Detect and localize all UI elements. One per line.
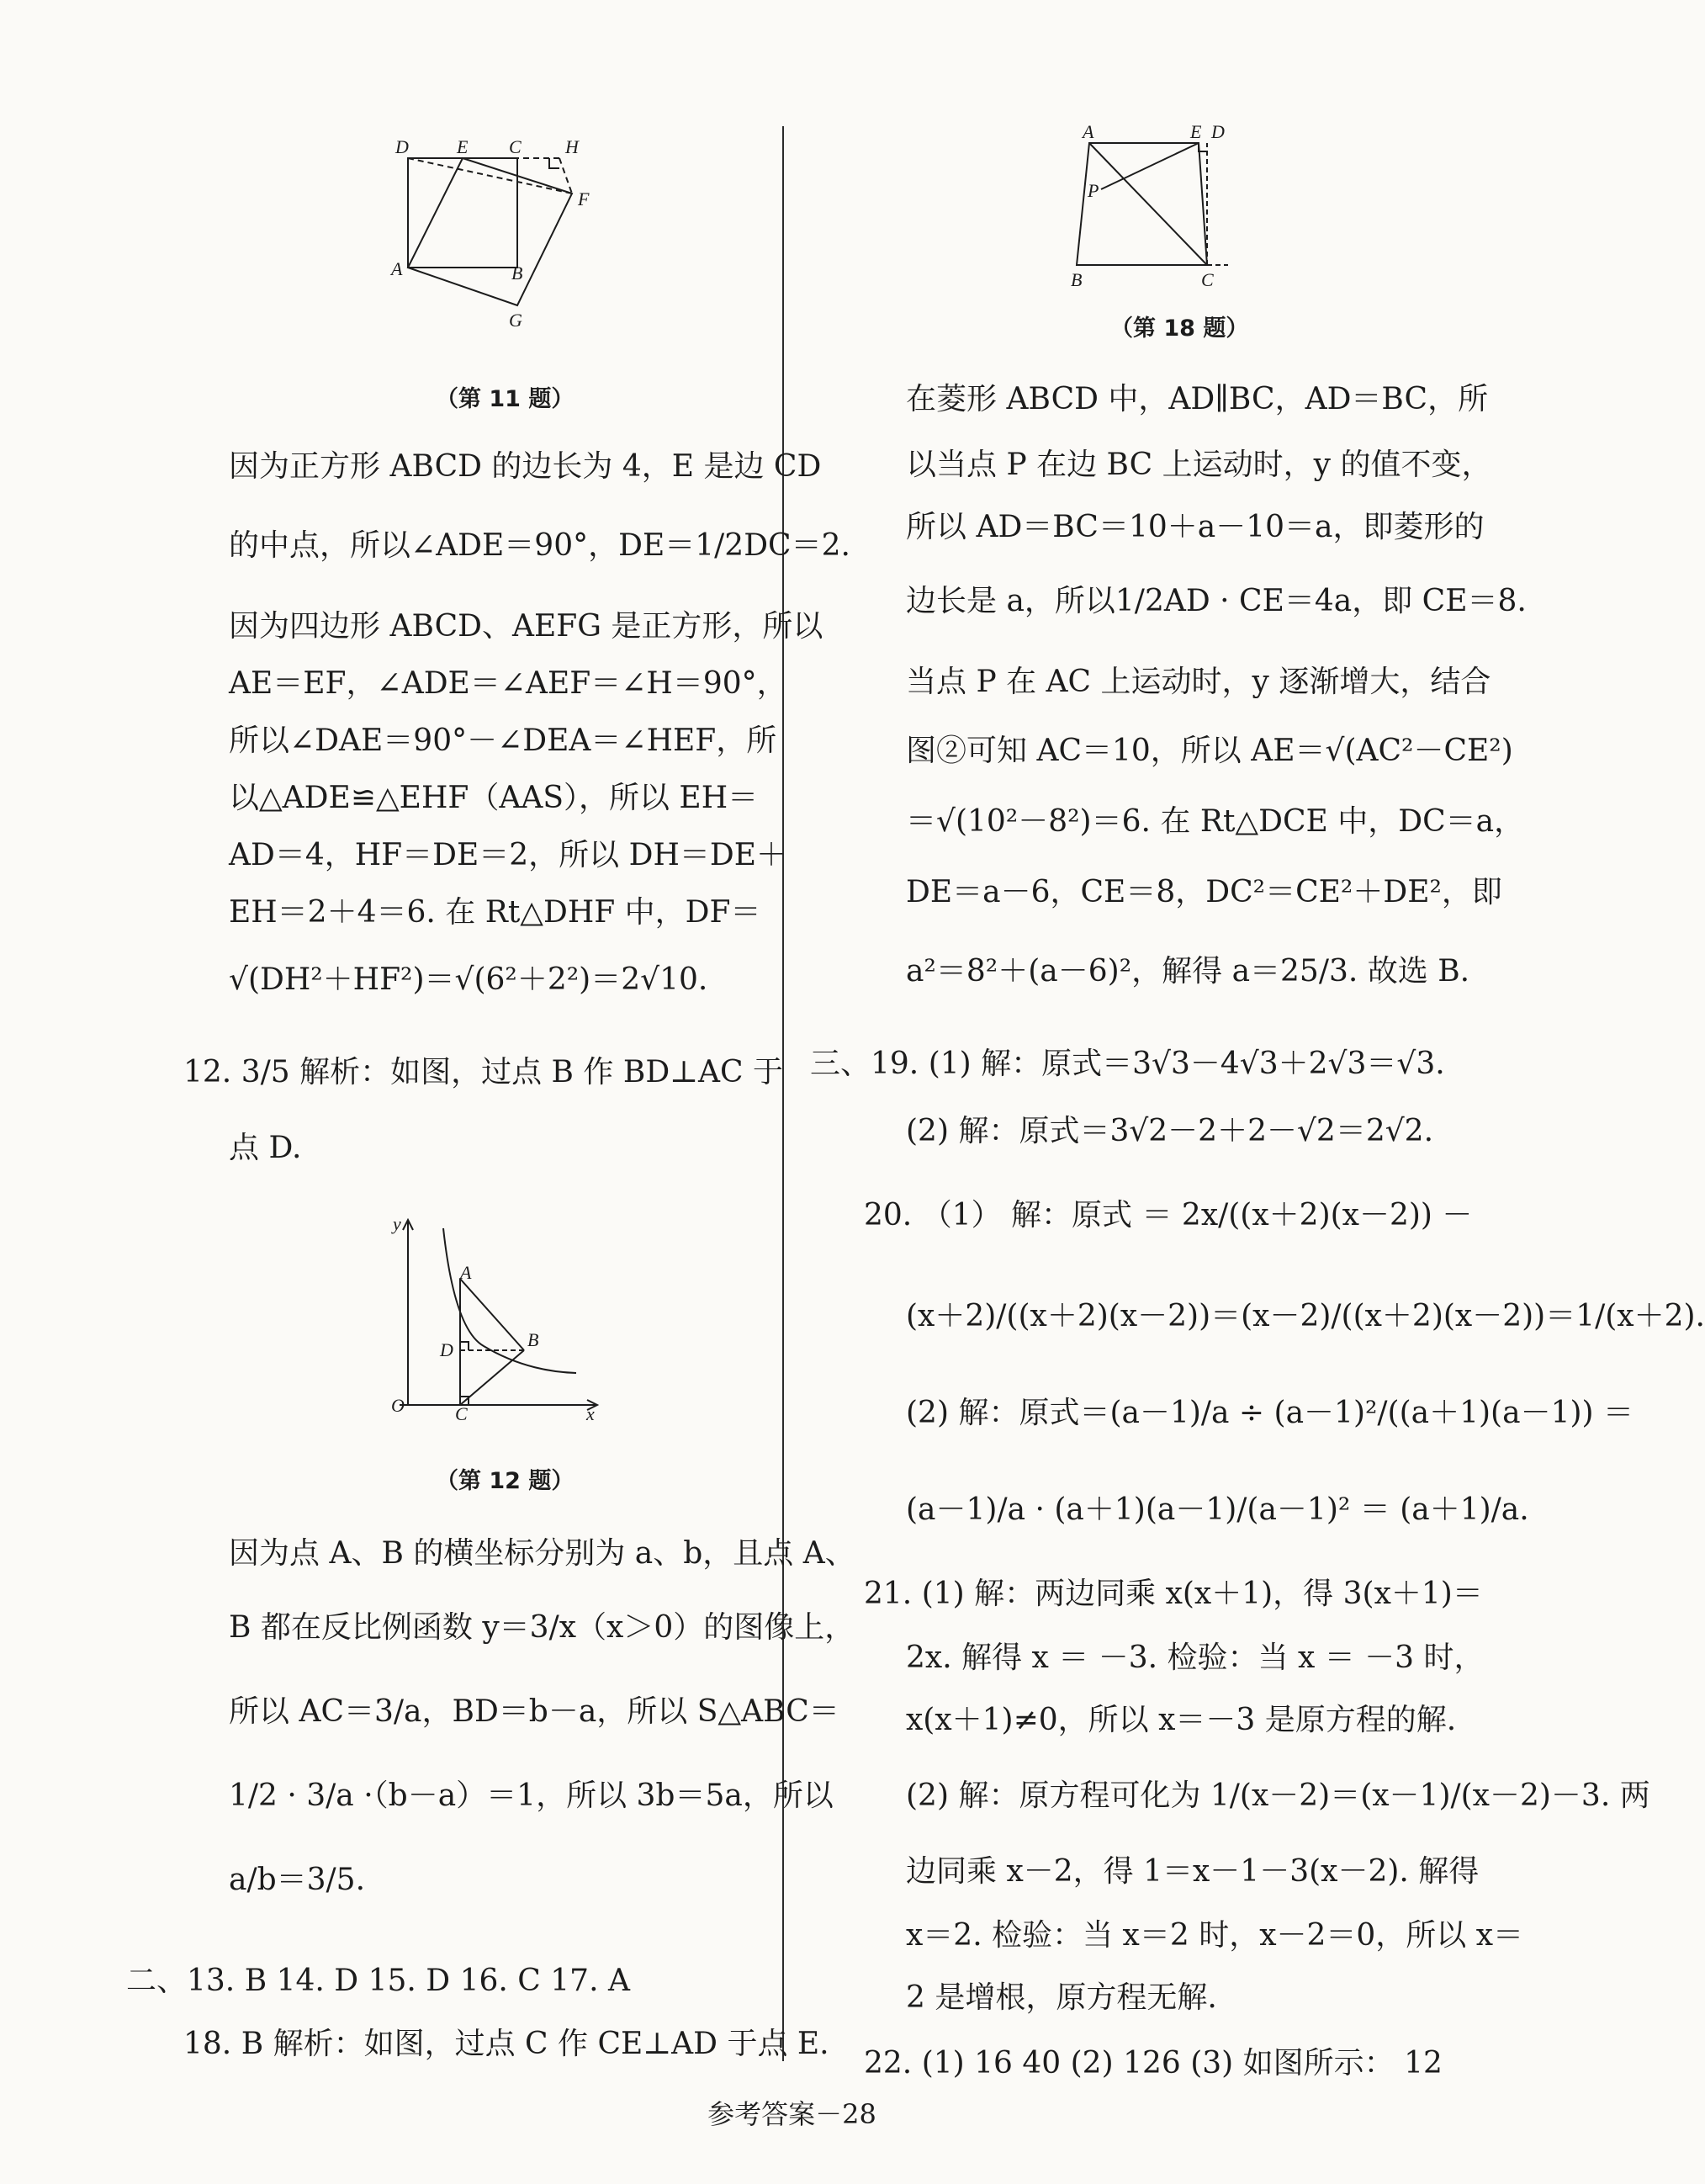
column-divider	[782, 126, 784, 2061]
sol12-line: 因为点 A、B 的横坐标分别为 a、b，且点 A、	[229, 1536, 855, 1571]
label-A: A	[391, 258, 403, 279]
q19-2: (2) 解：原式＝3√2－2＋2－√2＝2√2.	[906, 1114, 1434, 1148]
q20-1a: 20. （1） 解：原式 ＝ 2x/((x＋2)(x－2)) －	[864, 1198, 1473, 1232]
label-P: P	[1088, 180, 1099, 201]
label-x: x	[586, 1403, 595, 1424]
q21-line: 边同乘 x－2，得 1＝x－1－3(x－2). 解得	[906, 1854, 1480, 1889]
label-D: D	[440, 1339, 453, 1360]
q18-head: 18. B 解析：如图，过点 C 作 CE⊥AD 于点 E.	[183, 2027, 829, 2061]
label-D: D	[395, 136, 409, 157]
label-C: C	[509, 136, 522, 157]
q12-tail: 点 D.	[229, 1131, 302, 1165]
q19-1: 三、19. (1) 解：原式＝3√3－4√3＋2√3＝√3.	[810, 1047, 1445, 1081]
sol12-line: B 都在反比例函数 y＝3/x（x＞0）的图像上，	[229, 1610, 855, 1645]
figure-18	[1064, 118, 1232, 294]
sol18-line: ＝√(10²－8²)＝6. 在 Rt△DCE 中，DC＝a，	[906, 804, 1525, 839]
label-F: F	[578, 188, 590, 209]
figure-12	[383, 1211, 610, 1422]
sol18-line: 边长是 a，所以1/2AD · CE＝4a，即 CE＝8.	[906, 584, 1527, 618]
label-D: D	[1211, 121, 1225, 142]
q21-line: (2) 解：原方程可化为 1/(x－2)＝(x－1)/(x－2)－3. 两	[906, 1778, 1650, 1813]
sol11-line: EH＝2＋4＝6. 在 Rt△DHF 中，DF＝	[229, 895, 761, 930]
right-column	[786, 0, 1705, 2184]
q21-line: 21. (1) 解：两边同乘 x(x＋1)，得 3(x＋1)＝	[864, 1577, 1483, 1611]
label-B: B	[511, 262, 523, 284]
sol12-line: 1/2 · 3/a ·（b－a）＝1，所以 3b＝5a，所以	[229, 1778, 834, 1813]
caption-11: （第 11 题）	[436, 386, 575, 412]
page-footer: 参考答案－28	[707, 2098, 876, 2130]
part2-answers: 二、13. B 14. D 15. D 16. C 17. A	[126, 1964, 630, 1998]
sol18-line: DE＝a－6，CE＝8，DC²＝CE²＋DE²，即	[906, 875, 1502, 909]
q12-head: 12. 3/5 解析：如图，过点 B 作 BD⊥AC 于	[183, 1055, 784, 1089]
label-B: B	[527, 1329, 539, 1350]
label-A: A	[1083, 121, 1094, 142]
label-O: O	[391, 1395, 405, 1416]
label-E: E	[457, 136, 469, 157]
label-A: A	[460, 1262, 472, 1283]
sol18-line: 以当点 P 在边 BC 上运动时，y 的值不变，	[906, 448, 1492, 482]
q21-line: 2 是增根，原方程无解.	[906, 1980, 1217, 2015]
label-y: y	[393, 1213, 401, 1234]
sol11-line: 以△ADE≌△EHF（AAS），所以 EH＝	[229, 781, 759, 815]
q21-line: x＝2. 检验：当 x＝2 时，x－2＝0，所以 x＝	[906, 1918, 1524, 1953]
label-E: E	[1190, 121, 1202, 142]
sol18-line: 所以 AD＝BC＝10＋a－10＝a，即菱形的	[906, 510, 1485, 544]
sol11-line: 因为正方形 ABCD 的边长为 4，E 是边 CD	[229, 449, 822, 484]
sol18-line: a²＝8²＋(a－6)²，解得 a＝25/3. 故选 B.	[906, 954, 1470, 989]
sol11-line: 因为四边形 ABCD、AEFG 是正方形，所以	[229, 609, 823, 644]
sol12-line: a/b＝3/5.	[229, 1863, 366, 1897]
caption-18: （第 18 题）	[1110, 315, 1249, 342]
sol11-line: √(DH²＋HF²)＝√(6²＋2²)＝2√10.	[229, 962, 708, 997]
sol11-line: 的中点，所以∠ADE＝90°，DE＝1/2DC＝2.	[229, 528, 850, 563]
sol18-line: 图②可知 AC＝10，所以 AE＝√(AC²－CE²)	[906, 734, 1513, 768]
sol12-line: 所以 AC＝3/a，BD＝b－a，所以 S△ABC＝	[229, 1694, 839, 1729]
label-G: G	[509, 310, 522, 331]
q20-1b: (x＋2)/((x＋2)(x－2))＝(x－2)/((x＋2)(x－2))＝1/(x＋2).	[906, 1299, 1705, 1333]
sol11-line: AD＝4，HF＝DE＝2，所以 DH＝DE＋	[229, 838, 787, 872]
sol11-line: 所以∠DAE＝90°－∠DEA＝∠HEF，所	[229, 724, 777, 758]
q21-line: 2x. 解得 x ＝ －3. 检验：当 x ＝ －3 时，	[906, 1641, 1485, 1675]
q22-head: 22. (1) 16 40 (2) 126 (3) 如图所示： 12	[864, 2046, 1443, 2081]
sol18-line: 在菱形 ABCD 中，AD∥BC，AD＝BC，所	[906, 382, 1489, 416]
label-B: B	[1071, 269, 1083, 290]
caption-12: （第 12 题）	[436, 1468, 575, 1494]
sol18-line: 当点 P 在 AC 上运动时，y 逐渐增大，结合	[906, 665, 1491, 699]
q20-2a: (2) 解：原式＝(a－1)/a ÷ (a－1)²/((a＋1)(a－1)) ＝	[906, 1396, 1634, 1430]
label-H: H	[565, 136, 579, 157]
label-C: C	[1201, 269, 1214, 290]
label-C: C	[455, 1403, 468, 1424]
figure-11	[370, 126, 606, 341]
q20-2b: (a－1)/a · (a＋1)(a－1)/(a－1)² ＝ (a＋1)/a.	[906, 1492, 1529, 1527]
sol11-line: AE＝EF，∠ADE＝∠AEF＝∠H＝90°，	[229, 666, 787, 701]
q21-line: x(x＋1)≠0，所以 x＝－3 是原方程的解.	[906, 1703, 1457, 1737]
